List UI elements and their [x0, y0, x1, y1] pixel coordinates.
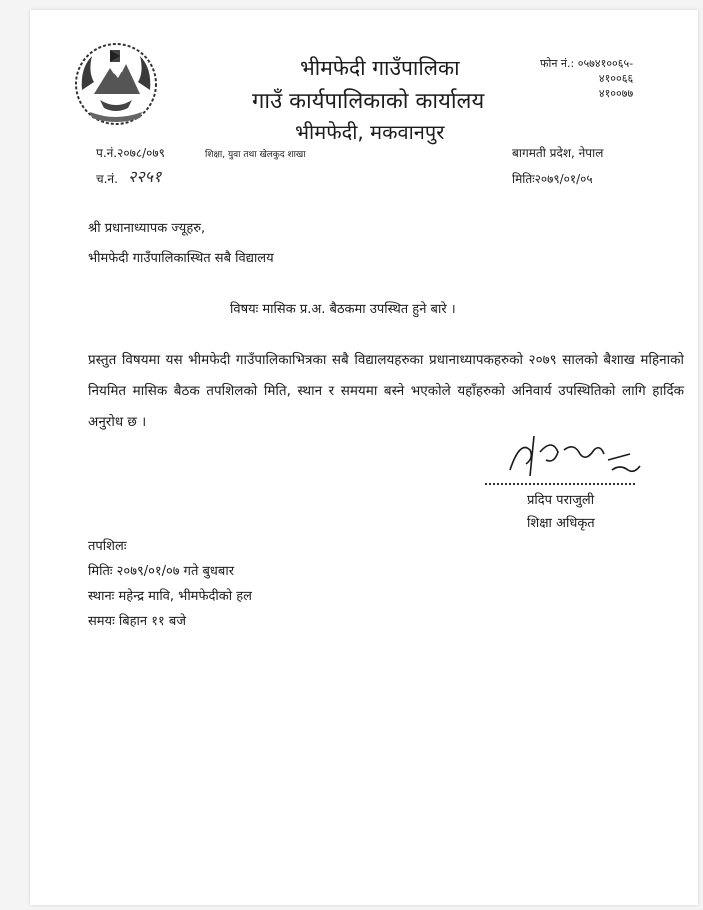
signatory-name: प्रदिप पराजुली	[527, 493, 595, 508]
phone-numbers	[540, 56, 633, 101]
meeting-venue: स्थानः महेन्द्र मावि, भीमफेदीको हल	[88, 589, 252, 604]
subject-line: विषयः मासिक प्र.अ. बैठकमा उपस्थित हुने बारे ।	[230, 302, 456, 317]
office-name-line1: भीमफेदी गाउँपालिका	[300, 56, 460, 80]
section-name: शिक्षा, युवा तथा खेलकुद शाखा	[205, 150, 306, 160]
letter-sheet	[30, 10, 698, 905]
details-heading: तपशिलः	[88, 539, 127, 554]
letter-number: प.नं.२०७८/०७९	[96, 146, 165, 160]
signatory-title: शिक्षा अधिकृत	[527, 516, 595, 531]
province-text: बागमती प्रदेश, नेपाल	[512, 146, 604, 160]
phone-line-1: फोन नं.: ०५७४१००६५-	[540, 57, 634, 70]
signature-line	[485, 483, 635, 485]
office-address: भीमफेदी, मकवानपुर	[295, 120, 445, 144]
addressee-line1: श्री प्रधानाध्यापक ज्यूहरु,	[88, 221, 206, 236]
meeting-time: समयः बिहान ११ बजे	[88, 614, 186, 629]
meeting-date: मितिः २०७९/०१/०७ गते बुधबार	[88, 564, 235, 579]
dispatch-number: २२५१	[128, 167, 162, 186]
dispatch-label: च.नं.	[96, 172, 118, 186]
signature-icon	[500, 430, 650, 482]
phone-line-2: ४१००६६	[598, 72, 634, 85]
office-name-line2: गाउँ कार्यपालिकाको कार्यालय	[252, 89, 485, 114]
addressee-line2: भीमफेदी गाउँपालिकास्थित सबै विद्यालय	[88, 251, 274, 266]
body-paragraph: प्रस्तुत विषयमा यस भीमफेदी गाउँपालिकाभित्रका सबै विद्यालयहरुका प्रधानाध्यापकहरुको २०७९ सालको बैशाख महिनाको नियमित मासिक बैठक तपशिलको मिति, स्थान र समयमा बस्ने भएकोले यहाँहरुको अनिवार्य उपस्थितिको लागि हार्दिक अनुरोध छ ।	[88, 352, 684, 430]
phone-line-3: ४१००७७	[598, 87, 634, 100]
nepal-government-emblem-icon	[70, 38, 162, 128]
letter-date: मितिः२०७९/०१/०५	[512, 172, 593, 186]
